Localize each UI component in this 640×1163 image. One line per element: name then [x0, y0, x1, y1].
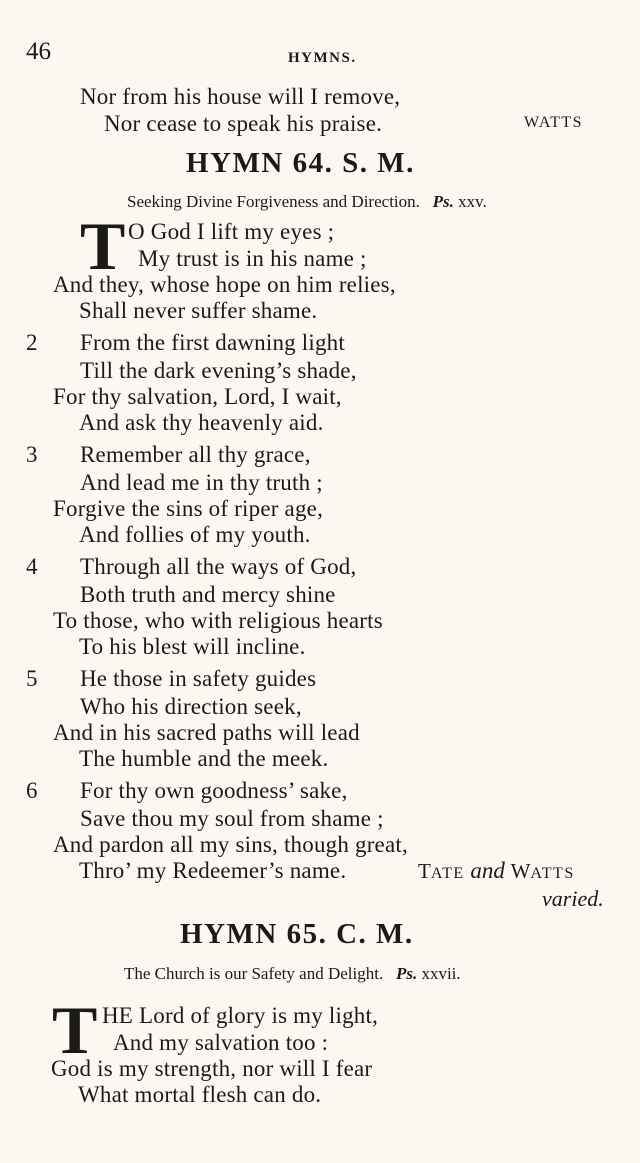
- verse-line: Who his direction seek,: [80, 694, 302, 719]
- verse-line: Save thou my soul from shame ;: [80, 806, 384, 831]
- verse-line: And they, whose hope on him relies,: [53, 272, 396, 297]
- subtitle-text: The Church is our Safety and Delight.: [124, 964, 384, 983]
- page-number: 46: [26, 38, 51, 65]
- stanza-number: 6: [26, 778, 38, 803]
- verse-line: Through all the ways of God,: [80, 554, 357, 579]
- verse-line: He those in safety guides: [80, 666, 317, 691]
- verse-line: Thro’ my Redeemer’s name.: [79, 858, 347, 883]
- verse-line: Nor from his house will I remove,: [80, 84, 401, 109]
- verse-line: Both truth and mercy shine: [80, 582, 336, 607]
- subtitle-text: Seeking Divine Forgiveness and Direction.: [127, 192, 420, 211]
- drop-cap: T: [80, 208, 126, 284]
- verse-line: O God I lift my eyes ;: [128, 219, 335, 244]
- hymn-title: HYMN 64. S. M.: [186, 147, 415, 179]
- verse-line: The humble and the meek.: [79, 746, 329, 771]
- attribution-name: WATTS: [524, 114, 584, 131]
- drop-cap: T: [52, 992, 98, 1068]
- verse-line: Remember all thy grace,: [80, 442, 311, 467]
- verse-line: What mortal flesh can do.: [78, 1082, 322, 1107]
- stanza-number: 5: [26, 666, 38, 691]
- verse-line: God is my strength, nor will I fear: [51, 1056, 373, 1081]
- hymn-subtitle: [124, 964, 461, 984]
- verse-line: To his blest will incline.: [79, 634, 306, 659]
- verse-line: And in his sacred paths will lead: [53, 720, 360, 745]
- verse-line: From the first dawning light: [80, 330, 345, 355]
- attribution-tate-watts: [418, 858, 575, 884]
- verse-line: And my salvation too :: [113, 1030, 329, 1055]
- verse-line: Till the dark evening’s shade,: [80, 358, 357, 383]
- verse-line: To those, who with religious hearts: [53, 608, 383, 633]
- attribution-rest: ATTS: [530, 865, 575, 882]
- verse-line: For thy salvation, Lord, I wait,: [53, 384, 342, 409]
- attribution-and: and: [470, 858, 505, 883]
- running-title: HYMNS.: [288, 50, 357, 66]
- hymn-title: HYMN 65. C. M.: [180, 918, 414, 950]
- attribution-varied: varied.: [542, 886, 604, 911]
- verse-line: And follies of my youth.: [79, 522, 311, 547]
- psalm-ref: xxv.: [458, 192, 487, 211]
- verse-line: HE Lord of glory is my light,: [102, 1003, 379, 1028]
- hymn-subtitle: [127, 192, 487, 212]
- verse-line: For thy own goodness’ sake,: [80, 778, 348, 803]
- stanza-number: 2: [26, 330, 38, 355]
- verse-line: And ask thy heavenly aid.: [79, 410, 324, 435]
- attribution-rest: ATE: [430, 865, 465, 882]
- verse-line: Forgive the sins of riper age,: [53, 496, 324, 521]
- verse-line: And pardon all my sins, though great,: [53, 832, 408, 857]
- attribution-watts: [524, 114, 583, 132]
- verse-line: Shall never suffer shame.: [79, 298, 318, 323]
- verse-line: And lead me in thy truth ;: [80, 470, 323, 495]
- verse-line: Nor cease to speak his praise.: [104, 111, 383, 136]
- psalm-label: Ps.: [395, 964, 418, 983]
- psalm-label: Ps.: [432, 192, 454, 211]
- verse-line: My trust is in his name ;: [138, 246, 367, 271]
- psalm-ref: xxvii.: [421, 964, 461, 983]
- attribution-initial: T: [418, 859, 431, 883]
- stanza-number: 3: [26, 442, 38, 467]
- attribution-initial: W: [510, 859, 531, 883]
- stanza-number: 4: [26, 554, 38, 579]
